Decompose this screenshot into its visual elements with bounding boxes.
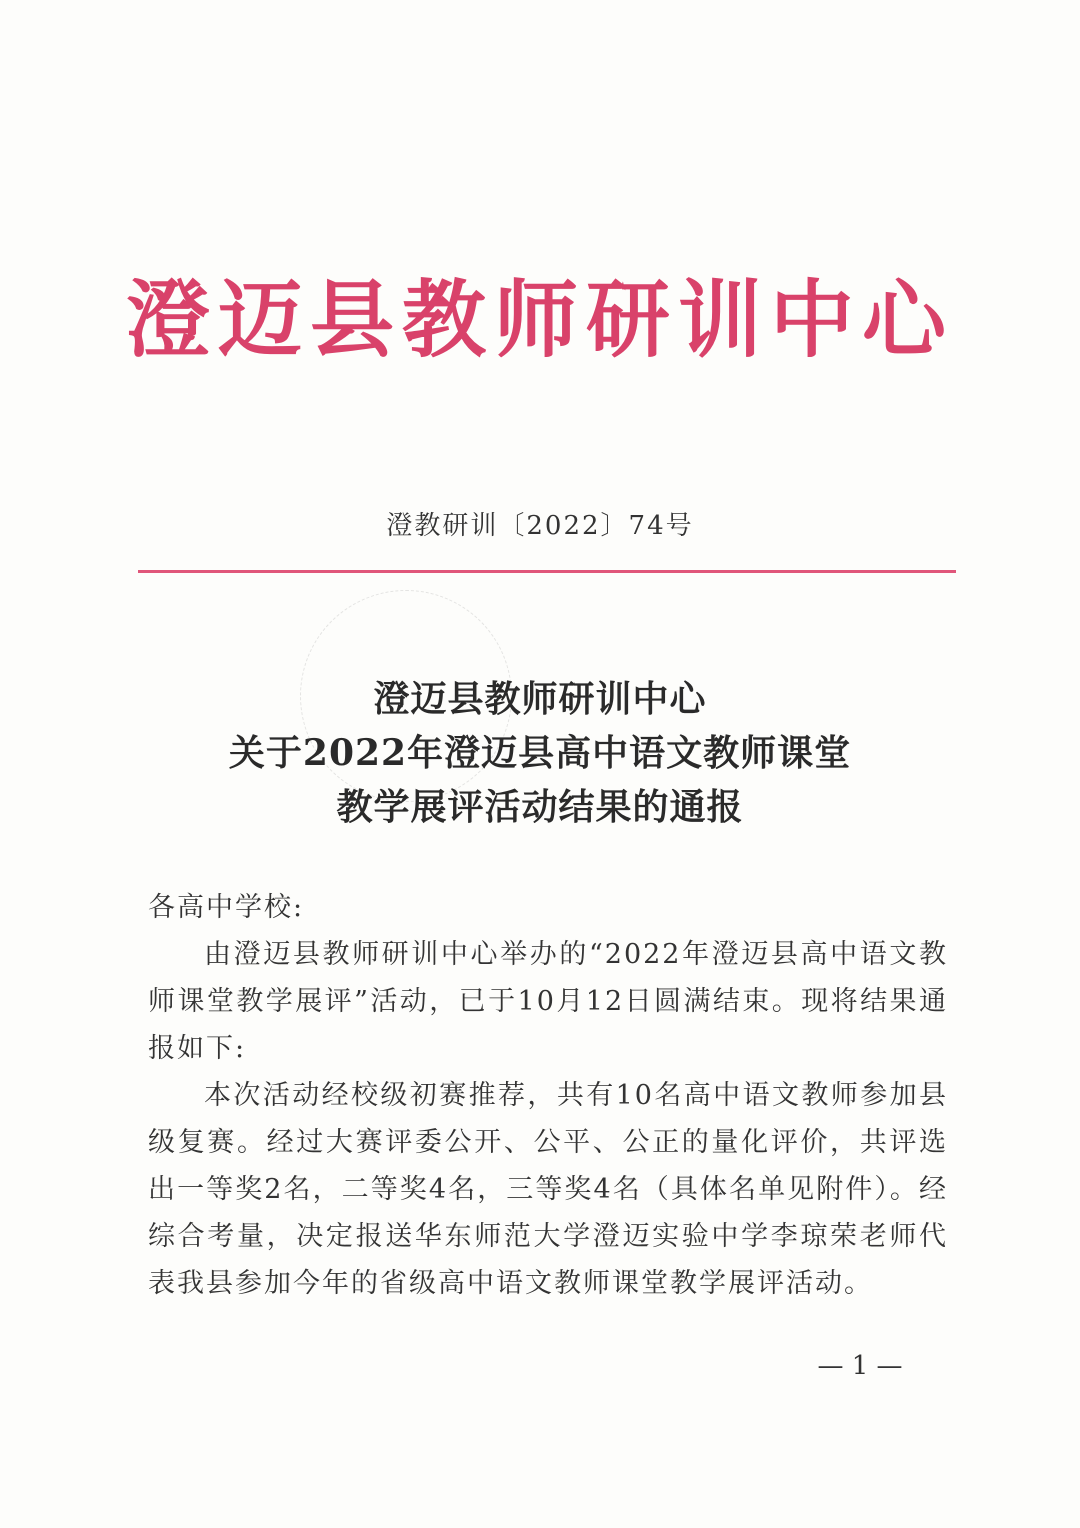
paragraph-1: 由澄迈县教师研训中心举办的“2022年澄迈县高中语文教师课堂教学展评”活动，已于10月12日圆满结束。现将结果通报如下:	[148, 939, 948, 1064]
document-body	[148, 884, 948, 1307]
paragraph-2: 本次活动经校级初赛推荐，共有10名高中语文教师参加县级复赛。经过大赛评委公开、公平、公正的量化评价，共评选出一等奖2名，二等奖4名，三等奖4名（具体名单见附件）。经综合考量，决定报送华东师范大学澄迈实验中学李琼荣老师代表我县参加今年的省级高中语文教师课堂教学展评活动。	[148, 1080, 948, 1299]
document-number: 澄教研训〔2022〕74号	[386, 511, 694, 541]
letterhead-org-name: 澄迈县教师研训中心	[125, 271, 954, 369]
salutation: 各高中学校:	[148, 892, 305, 923]
title-line-1: 澄迈县教师研训中心	[373, 678, 707, 720]
title-line-2: 关于2022年澄迈县高中语文教师课堂	[228, 732, 852, 774]
title-line-3: 教学展评活动结果的通报	[336, 786, 744, 828]
page-number: — 1 —	[817, 1351, 903, 1381]
document-title	[0, 672, 1080, 834]
red-divider-rule	[138, 570, 956, 573]
